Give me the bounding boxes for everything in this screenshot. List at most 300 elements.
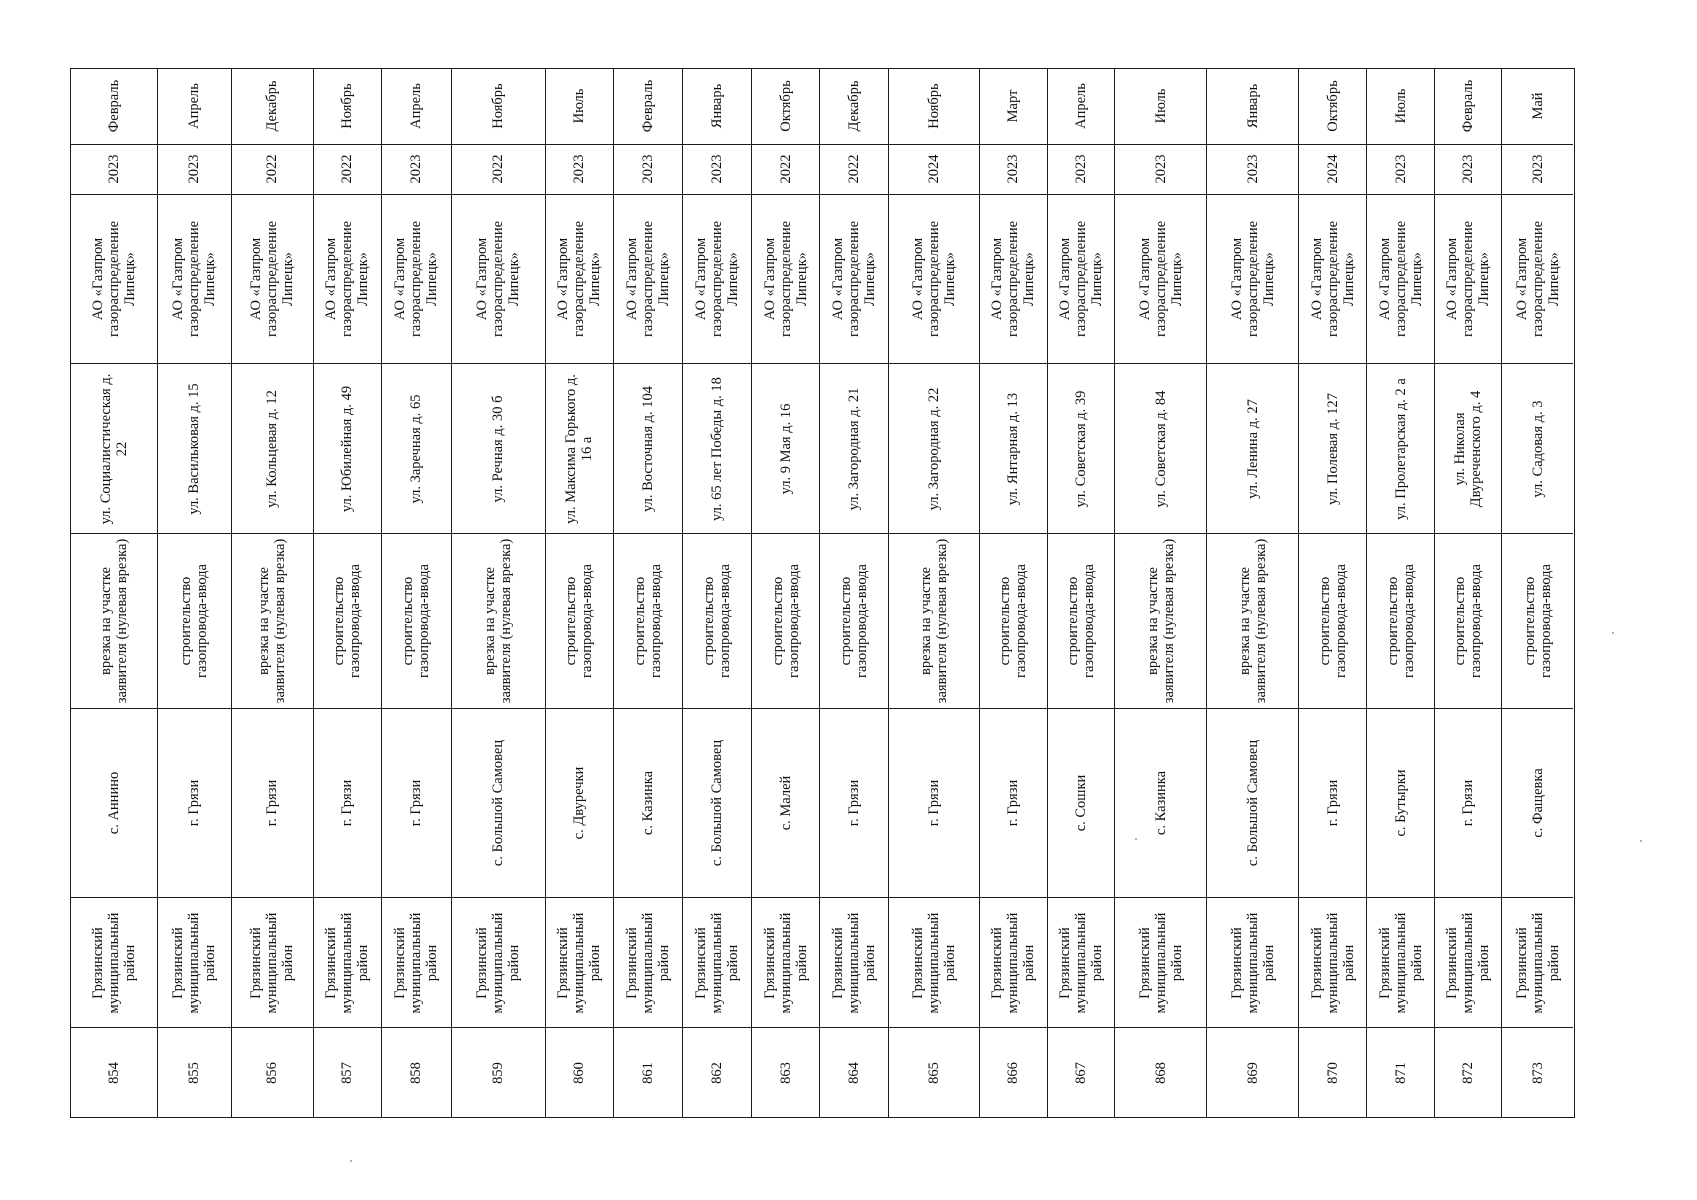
address-cell-text: ул. Восточная д. 104	[639, 385, 656, 512]
record-number	[1502, 1027, 1573, 1117]
record-number-text: 868	[1152, 1061, 1169, 1084]
month-cell	[1435, 69, 1501, 144]
district-cell	[382, 897, 451, 1027]
organization-cell	[1115, 194, 1206, 364]
month-cell	[158, 69, 231, 144]
organization-cell	[1502, 194, 1573, 364]
locality-cell-text: г. Грязи	[846, 779, 863, 827]
organization-cell	[1435, 194, 1501, 364]
month-cell-text: Февраль	[1459, 80, 1476, 133]
year-cell-text: 2023	[709, 154, 725, 184]
work-type-cell-text: строительство газопровода-ввода	[178, 563, 211, 678]
record-number	[614, 1027, 683, 1117]
locality-cell-text: с. Бутырки	[1392, 769, 1409, 837]
address-cell	[1435, 363, 1501, 533]
locality-cell-text: г. Грязи	[1324, 779, 1341, 827]
record-number	[1115, 1027, 1206, 1117]
locality-cell	[1435, 708, 1501, 898]
year-cell	[889, 144, 979, 194]
organization-cell	[452, 194, 546, 364]
year-cell	[1367, 144, 1433, 194]
year-cell-text: 2023	[1005, 154, 1022, 184]
district-cell	[71, 897, 157, 1027]
locality-cell	[232, 708, 313, 898]
table-row	[752, 69, 821, 1117]
locality-cell	[158, 708, 231, 898]
month-cell	[1048, 69, 1114, 144]
address-cell	[314, 363, 382, 533]
organization-cell	[314, 194, 382, 364]
year-cell-text: 2023	[1244, 154, 1261, 184]
district-cell-text: Грязинский муниципальный район	[392, 912, 441, 1014]
locality-cell-text: с. Казинка	[1152, 771, 1169, 836]
year-cell	[382, 144, 451, 194]
organization-cell	[820, 194, 888, 364]
month-cell-text: Ноябрь	[925, 83, 942, 130]
locality-cell	[614, 708, 683, 898]
work-type-cell	[232, 533, 313, 708]
record-number-text: 864	[846, 1061, 863, 1084]
table-row	[546, 69, 613, 1117]
year-cell	[1207, 144, 1297, 194]
month-cell-text: Март	[1005, 90, 1022, 123]
address-cell	[820, 363, 888, 533]
district-cell-text: Грязинский муниципальный район	[1228, 912, 1277, 1014]
month-cell-text: Январь	[709, 84, 725, 129]
year-cell	[683, 144, 751, 194]
work-type-cell-text: строительство газопровода-ввода	[631, 563, 664, 678]
record-number-text: 861	[639, 1061, 656, 1084]
organization-cell-text: АО «Газпром газораспределение Липецк»	[323, 221, 372, 338]
locality-cell	[71, 708, 157, 898]
address-cell	[1367, 363, 1433, 533]
organization-cell-text: АО «Газпром газораспределение Липецк»	[1513, 221, 1562, 338]
district-cell-text: Грязинский муниципальный район	[761, 912, 810, 1014]
district-cell-text: Грязинский муниципальный район	[989, 912, 1038, 1014]
organization-cell	[683, 194, 751, 364]
organization-cell-text: АО «Газпром газораспределение Липецк»	[1443, 221, 1492, 338]
year-cell-text: 2022	[777, 154, 794, 184]
work-type-cell	[1048, 533, 1114, 708]
year-cell-text: 2024	[1324, 154, 1341, 184]
record-number	[232, 1027, 313, 1117]
district-cell-text: Грязинский муниципальный район	[323, 912, 372, 1014]
locality-cell	[889, 708, 979, 898]
year-cell	[452, 144, 546, 194]
address-cell-text: ул. Речная д. 30 б	[490, 395, 507, 503]
locality-cell	[1048, 708, 1114, 898]
work-type-cell-text: строительство газопровода-ввода	[563, 563, 596, 678]
locality-cell	[1502, 708, 1573, 898]
table-row	[452, 69, 547, 1117]
organization-cell-text: АО «Газпром газораспределение Липецк»	[909, 221, 958, 338]
year-cell-text: 2022	[490, 154, 507, 184]
month-cell	[614, 69, 683, 144]
district-cell-text: Грязинский муниципальный район	[1443, 912, 1492, 1014]
organization-cell-text: АО «Газпром газораспределение Липецк»	[555, 221, 604, 338]
year-cell-text: 2023	[1529, 154, 1546, 184]
address-cell	[382, 363, 451, 533]
year-cell-text: 2022	[264, 154, 281, 184]
record-number	[980, 1027, 1046, 1117]
month-cell	[1115, 69, 1206, 144]
address-cell	[980, 363, 1046, 533]
record-number	[820, 1027, 888, 1117]
record-number-text: 869	[1244, 1061, 1261, 1084]
organization-cell-text: АО «Газпром газораспределение Липецк»	[761, 221, 810, 338]
address-cell-text: ул. Заречная д. 65	[408, 394, 425, 504]
locality-cell	[683, 708, 751, 898]
address-cell-text: ул. Васильковая д. 15	[186, 383, 203, 515]
organization-cell-text: АО «Газпром газораспределение Липецк»	[1376, 221, 1425, 338]
address-cell-text: ул. Максима Горького д. 16 а	[563, 373, 596, 524]
locality-cell-text: г. Грязи	[1005, 779, 1022, 827]
work-type-cell-text: строительство газопровода-ввода	[1451, 563, 1484, 678]
locality-cell-text: с. Сошки	[1072, 774, 1089, 832]
work-type-cell	[889, 533, 979, 708]
locality-cell-text: с. Двуречки	[571, 766, 588, 840]
district-cell-text: Грязинский муниципальный район	[1513, 912, 1562, 1014]
organization-cell	[980, 194, 1046, 364]
address-cell	[752, 363, 820, 533]
year-cell-text: 2023	[571, 154, 588, 184]
month-cell	[71, 69, 157, 144]
organization-cell	[71, 194, 157, 364]
work-type-cell-text: врезка на участке заявителя (нулевая врезка)	[482, 538, 515, 704]
month-cell	[452, 69, 546, 144]
organization-cell-text: АО «Газпром газораспределение Липецк»	[248, 221, 297, 338]
record-number-text: 859	[490, 1061, 507, 1084]
address-cell	[889, 363, 979, 533]
district-cell-text: Грязинский муниципальный район	[693, 912, 741, 1014]
table-row	[158, 69, 232, 1117]
table-row	[614, 69, 684, 1117]
district-cell	[1048, 897, 1114, 1027]
record-number	[452, 1027, 546, 1117]
year-cell	[1299, 144, 1367, 194]
work-type-cell	[1299, 533, 1367, 708]
locality-cell	[820, 708, 888, 898]
address-cell-text: ул. Янтарная д. 13	[1005, 392, 1022, 505]
district-cell-text: Грязинский муниципальный район	[1136, 912, 1185, 1014]
record-number-text: 870	[1324, 1061, 1341, 1084]
organization-cell	[1048, 194, 1114, 364]
year-cell	[752, 144, 820, 194]
table-row	[980, 69, 1047, 1117]
address-cell	[1502, 363, 1573, 533]
table-row	[382, 69, 452, 1117]
year-cell	[980, 144, 1046, 194]
record-number-text: 854	[106, 1061, 122, 1084]
work-type-cell	[1502, 533, 1573, 708]
district-cell	[614, 897, 683, 1027]
record-number	[1299, 1027, 1367, 1117]
locality-cell	[980, 708, 1046, 898]
work-type-cell	[1115, 533, 1206, 708]
organization-cell	[158, 194, 231, 364]
year-cell	[614, 144, 683, 194]
work-type-cell-text: строительство газопровода-ввода	[1384, 563, 1417, 678]
organization-cell-text: АО «Газпром газораспределение Липецк»	[1136, 221, 1185, 338]
locality-cell	[382, 708, 451, 898]
month-cell-text: Декабрь	[846, 80, 863, 132]
month-cell-text: Май	[1529, 92, 1546, 120]
scan-speck	[350, 1160, 352, 1162]
address-cell-text: ул. Загородная д. 21	[846, 387, 863, 511]
work-type-cell-text: строительство газопровода-ввода	[769, 563, 802, 678]
district-cell-text: Грязинский муниципальный район	[170, 912, 219, 1014]
month-cell	[382, 69, 451, 144]
work-type-cell-text: строительство газопровода-ввода	[997, 563, 1030, 678]
work-type-cell-text: строительство газопровода-ввода	[838, 563, 871, 678]
year-cell-text: 2022	[339, 154, 356, 184]
month-cell	[1367, 69, 1433, 144]
month-cell-text: Июль	[1152, 89, 1169, 124]
district-cell-text: Грязинский муниципальный район	[623, 912, 672, 1014]
month-cell-text: Февраль	[639, 80, 656, 133]
table-row	[71, 69, 158, 1117]
organization-cell	[752, 194, 820, 364]
month-cell	[752, 69, 820, 144]
record-number	[158, 1027, 231, 1117]
record-number	[71, 1027, 157, 1117]
work-type-cell	[1435, 533, 1501, 708]
record-number	[546, 1027, 612, 1117]
organization-cell-text: АО «Газпром газораспределение Липецк»	[623, 221, 672, 338]
district-cell	[452, 897, 546, 1027]
month-cell	[232, 69, 313, 144]
month-cell-text: Ноябрь	[339, 83, 356, 130]
work-type-cell-text: врезка на участке заявителя (нулевая врезка)	[256, 538, 289, 704]
locality-cell	[1299, 708, 1367, 898]
record-number-text: 871	[1392, 1061, 1409, 1084]
work-type-cell	[158, 533, 231, 708]
table-row	[820, 69, 889, 1117]
work-type-cell-text: строительство газопровода-ввода	[331, 563, 364, 678]
district-cell	[158, 897, 231, 1027]
district-cell	[314, 897, 382, 1027]
year-cell	[820, 144, 888, 194]
organization-cell-text: АО «Газпром газораспределение Липецк»	[989, 221, 1038, 338]
organization-cell-text: АО «Газпром газораспределение Липецк»	[392, 221, 441, 338]
district-cell	[1502, 897, 1573, 1027]
month-cell-text: Июль	[1392, 89, 1409, 124]
locality-cell-text: г. Грязи	[408, 779, 425, 827]
address-cell	[614, 363, 683, 533]
locality-cell	[1367, 708, 1433, 898]
record-number-text: 862	[709, 1061, 725, 1084]
organization-cell-text: АО «Газпром газораспределение Липецк»	[1056, 221, 1105, 338]
locality-cell-text: г. Грязи	[186, 779, 203, 827]
address-cell-text: ул. 65 лет Победы д. 18	[709, 376, 725, 521]
record-number	[314, 1027, 382, 1117]
year-cell-text: 2023	[1152, 154, 1169, 184]
month-cell	[1502, 69, 1573, 144]
year-cell-text: 2024	[925, 154, 942, 184]
work-type-cell-text: строительство газопровода-ввода	[1521, 563, 1554, 678]
table-row	[1207, 69, 1298, 1117]
month-cell-text: Ноябрь	[490, 83, 507, 130]
organization-cell-text: АО «Газпром газораспределение Липецк»	[1228, 221, 1277, 338]
address-cell-text: ул. Советская д. 84	[1152, 390, 1169, 508]
month-cell-text: Апрель	[186, 83, 203, 130]
work-type-cell	[452, 533, 546, 708]
month-cell-text: Апрель	[408, 83, 425, 130]
record-number	[1207, 1027, 1297, 1117]
month-cell-text: Январь	[1244, 84, 1261, 129]
district-cell-text: Грязинский муниципальный район	[474, 912, 523, 1014]
month-cell-text: Февраль	[106, 80, 122, 133]
work-type-cell-text: врезка на участке заявителя (нулевая врезка)	[917, 538, 950, 704]
address-cell	[1299, 363, 1367, 533]
scan-speck	[1640, 840, 1642, 842]
locality-cell-text: с. Фащевка	[1529, 768, 1546, 838]
district-cell-text: Грязинский муниципальный район	[1376, 912, 1425, 1014]
record-number	[683, 1027, 751, 1117]
record-number	[1048, 1027, 1114, 1117]
locality-cell-text: с. Аннино	[106, 771, 122, 835]
address-cell-text: ул. 9 Мая д. 16	[777, 403, 794, 495]
district-cell	[1207, 897, 1297, 1027]
locality-cell	[314, 708, 382, 898]
work-type-cell-text: строительство газопровода-ввода	[701, 563, 733, 678]
table-row	[1115, 69, 1207, 1117]
district-cell-text: Грязинский муниципальный район	[248, 912, 297, 1014]
record-number-text: 855	[186, 1061, 203, 1084]
locality-cell	[546, 708, 612, 898]
year-cell-text: 2023	[639, 154, 656, 184]
record-number-text: 858	[408, 1061, 425, 1084]
work-type-cell	[1367, 533, 1433, 708]
address-cell-text: ул. Пролетарская д. 2 а	[1392, 377, 1409, 520]
month-cell	[1299, 69, 1367, 144]
table-row	[889, 69, 980, 1117]
year-cell-text: 2023	[1072, 154, 1089, 184]
locality-cell	[1207, 708, 1297, 898]
organization-cell-text: АО «Газпром газораспределение Липецк»	[1308, 221, 1357, 338]
locality-cell-text: г. Грязи	[1459, 779, 1476, 827]
month-cell	[314, 69, 382, 144]
locality-cell	[452, 708, 546, 898]
work-type-cell-text: строительство газопровода-ввода	[400, 563, 433, 678]
year-cell-text: 2023	[106, 154, 122, 184]
address-cell-text: ул. Полевая д. 127	[1324, 392, 1341, 505]
record-number-text: 866	[1005, 1061, 1022, 1084]
record-number-text: 873	[1529, 1061, 1546, 1084]
organization-cell-text: АО «Газпром газораспределение Липецк»	[693, 221, 741, 338]
district-cell	[889, 897, 979, 1027]
month-cell	[980, 69, 1046, 144]
table-row	[683, 69, 752, 1117]
table-row	[1502, 69, 1573, 1117]
locality-cell	[1115, 708, 1206, 898]
work-type-cell	[752, 533, 820, 708]
district-cell-text: Грязинский муниципальный район	[1056, 912, 1105, 1014]
organization-cell-text: АО «Газпром газораспределение Липецк»	[170, 221, 219, 338]
address-cell	[683, 363, 751, 533]
locality-cell-text: с. Большой Самовец	[709, 739, 725, 867]
locality-cell-text: г. Грязи	[264, 779, 281, 827]
address-cell-text: ул. Кольцевая д. 12	[264, 389, 281, 508]
address-cell	[71, 363, 157, 533]
table-row	[314, 69, 383, 1117]
record-number	[1435, 1027, 1501, 1117]
district-cell-text: Грязинский муниципальный район	[909, 912, 958, 1014]
district-cell	[546, 897, 612, 1027]
address-cell-text: ул. Садовая д. 3	[1529, 400, 1546, 498]
address-cell-text: ул. Советская д. 39	[1072, 390, 1089, 508]
work-type-cell	[614, 533, 683, 708]
district-cell	[820, 897, 888, 1027]
year-cell	[1048, 144, 1114, 194]
work-type-cell	[546, 533, 612, 708]
district-cell	[1115, 897, 1206, 1027]
organization-cell-text: АО «Газпром газораспределение Липецк»	[830, 221, 879, 338]
work-type-cell-text: врезка на участке заявителя (нулевая врезка)	[1144, 538, 1177, 704]
work-type-cell-text: врезка на участке заявителя (нулевая врезка)	[1236, 538, 1269, 704]
month-cell-text: Октябрь	[1324, 80, 1341, 133]
year-cell-text: 2023	[1459, 154, 1476, 184]
month-cell	[683, 69, 751, 144]
organization-cell-text: АО «Газпром газораспределение Липецк»	[474, 221, 523, 338]
organization-cell	[1207, 194, 1297, 364]
address-cell	[1115, 363, 1206, 533]
organization-cell-text: АО «Газпром газораспределение Липецк»	[90, 221, 138, 338]
address-cell-text: ул. Социалистическая д. 22	[98, 373, 130, 525]
work-type-cell	[71, 533, 157, 708]
table-row	[1048, 69, 1115, 1117]
record-number-text: 865	[925, 1061, 942, 1084]
work-type-cell	[382, 533, 451, 708]
year-cell	[314, 144, 382, 194]
district-cell	[752, 897, 820, 1027]
district-cell	[232, 897, 313, 1027]
organization-cell	[614, 194, 683, 364]
organization-cell	[889, 194, 979, 364]
address-cell	[546, 363, 612, 533]
locality-cell-text: с. Большой Самовец	[490, 739, 507, 867]
address-cell	[232, 363, 313, 533]
scan-speck	[1612, 632, 1614, 634]
work-type-cell	[820, 533, 888, 708]
year-cell-text: 2023	[186, 154, 203, 184]
year-cell-text: 2022	[846, 154, 863, 184]
work-type-cell	[980, 533, 1046, 708]
year-cell	[232, 144, 313, 194]
year-cell	[71, 144, 157, 194]
organization-cell	[546, 194, 612, 364]
district-cell-text: Грязинский муниципальный район	[90, 912, 138, 1014]
organization-cell	[1367, 194, 1433, 364]
work-type-cell	[683, 533, 751, 708]
locality-cell-text: г. Грязи	[339, 779, 356, 827]
district-cell-text: Грязинский муниципальный район	[830, 912, 879, 1014]
register-table	[70, 68, 1575, 1118]
year-cell	[1502, 144, 1573, 194]
district-cell	[1299, 897, 1367, 1027]
table-row	[1435, 69, 1502, 1117]
year-cell-text: 2023	[1392, 154, 1409, 184]
work-type-cell-text: врезка на участке заявителя (нулевая врезка)	[98, 538, 130, 704]
record-number-text: 857	[339, 1061, 356, 1084]
record-number	[382, 1027, 451, 1117]
locality-cell-text: с. Малей	[777, 775, 794, 831]
locality-cell	[752, 708, 820, 898]
month-cell	[1207, 69, 1297, 144]
table-row	[1299, 69, 1368, 1117]
address-cell-text: ул. Николая Двуреченского д. 4	[1451, 390, 1484, 508]
address-cell	[1048, 363, 1114, 533]
